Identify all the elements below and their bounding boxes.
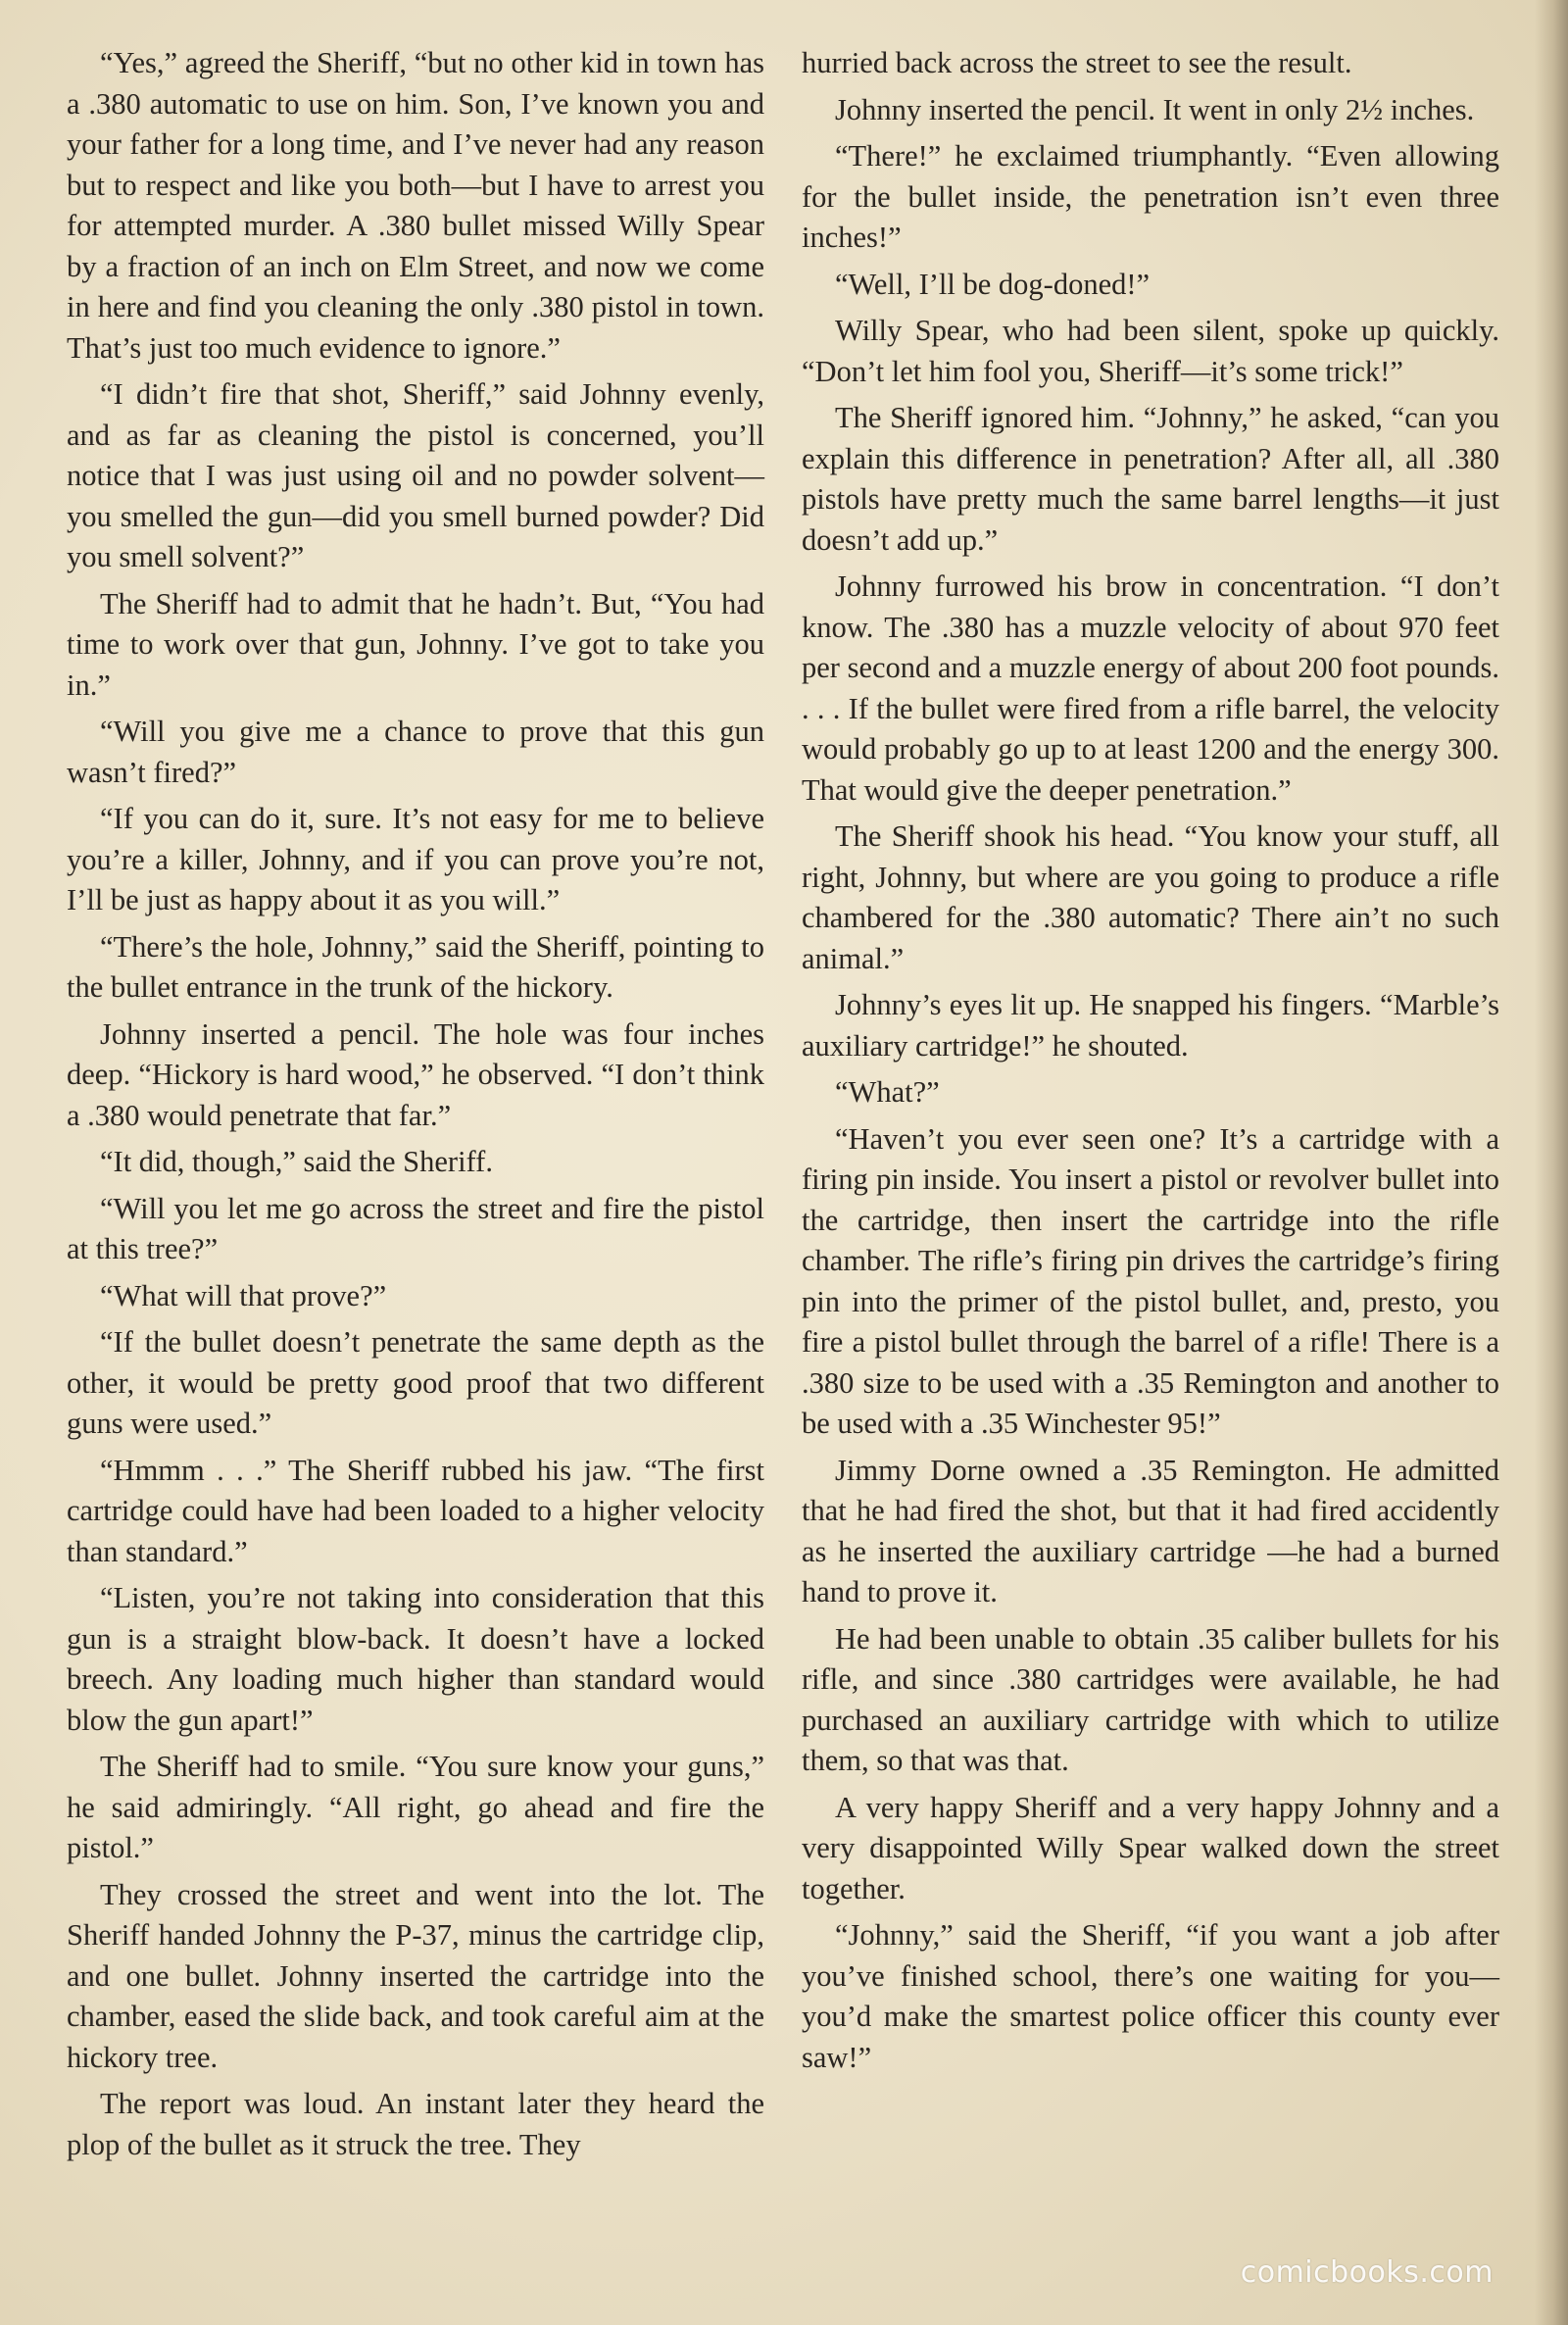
paragraph-continuation: hurried back across the street to see the result. bbox=[802, 46, 1352, 79]
paragraph: A very happy Sheriff and a very happy Johnny and a very disappointed Willy Spear walked down the street together. bbox=[802, 1790, 1499, 1905]
paragraph: Johnny’s eyes lit up. He snapped his fingers. “Marble’s auxiliary cartridge!” he shouted. bbox=[802, 988, 1499, 1063]
paragraph: The report was loud. An instant later they heard the plop of the bullet as it struck the tree. They bbox=[67, 2087, 764, 2161]
paragraph: “If you can do it, sure. It’s not easy for me to believe you’re a killer, Johnny, and if you can prove you’re not, I’ll be just as happy about it as you will.” bbox=[67, 802, 764, 916]
paragraph: He had been unable to obtain .35 caliber bullets for his rifle, and since .380 cartridges were available, he had purchased an auxiliary cartridge with which to utilize them, so that was that. bbox=[802, 1621, 1499, 1777]
paragraph: “Haven’t you ever seen one? It’s a cartridge with a firing pin inside. You insert a pistol or revolver bullet into the cartridge, then insert the cartridge into the rifle chamber. The rifle’s firing pin drives the cartridge’s firing pin into the primer of the pistol bullet, and, presto, you fire a pistol bullet through the barrel of a rifle! There is a .380 size to be used with a .35 Remington and another to be used with a .35 Winchester 95!” bbox=[802, 1121, 1499, 1440]
left-text-column bbox=[67, 43, 764, 2171]
paragraph: Johnny inserted the pencil. It went in only 2½ inches. bbox=[835, 92, 1475, 126]
paragraph: “Hmmm . . .” The Sheriff rubbed his jaw. “The first cartridge could have had been loaded to a higher velocity than standard.” bbox=[67, 1453, 764, 1568]
paragraph: “There’s the hole, Johnny,” said the Sheriff, pointing to the bullet entrance in the trunk of the hickory. bbox=[67, 929, 764, 1004]
paragraph: “Listen, you’re not taking into consideration that this gun is a straight blow-back. It doesn’t have a locked breech. Any loading much higher than standard would blow the gun apart!” bbox=[67, 1581, 764, 1737]
right-text-column bbox=[802, 43, 1499, 2084]
paragraph: “Well, I’ll be dog-doned!” bbox=[835, 267, 1151, 301]
paragraph: They crossed the street and went into the lot. The Sheriff handed Johnny the P-37, minus the cartridge clip, and one bullet. Johnny inserted the cartridge into the chamber, eased the slide back, and took careful aim at the hickory tree. bbox=[67, 1877, 764, 2074]
paragraph: “Johnny,” said the Sheriff, “if you want a job after you’ve finished school, there’s one waiting for you—you’d make the smartest police officer this county ever saw!” bbox=[802, 1918, 1499, 2074]
paragraph: “Yes,” agreed the Sheriff, “but no other kid in town has a .380 automatic to use on him. Son, I’ve known you and your father for a long time, and I’ve never had any reason but to respect and like you both—but I have to arrest you for attempted murder. A .380 bullet missed Willy Spear by a fraction of an inch on Elm Street, and now we come in here and find you cleaning the only .380 pistol in town. That’s just too much evidence to ignore.” bbox=[67, 46, 764, 365]
paragraph: The Sheriff shook his head. “You know your stuff, all right, Johnny, but where are you going to produce a rifle chambered for the .380 automatic? There ain’t no such animal.” bbox=[802, 819, 1499, 975]
paragraph: “Will you let me go across the street and fire the pistol at this tree?” bbox=[67, 1191, 764, 1265]
paragraph: The Sheriff had to admit that he hadn’t. But, “You had time to work over that gun, Johnny. I’ve got to take you in.” bbox=[67, 586, 764, 702]
paragraph: “There!” he exclaimed triumphantly. “Even allowing for the bullet inside, the penetration isn’t even three inches!” bbox=[802, 139, 1499, 254]
paragraph: “What?” bbox=[835, 1075, 940, 1109]
paragraph: “Will you give me a chance to prove that this gun wasn’t fired?” bbox=[67, 715, 764, 789]
paragraph: “If the bullet doesn’t penetrate the same depth as the other, it would be pretty good proof that two different guns were used.” bbox=[67, 1325, 764, 1440]
paragraph: Jimmy Dorne owned a .35 Remington. He admitted that he had fired the shot, but that it had fired accidently as he inserted the auxiliary cartridge —he had a burned hand to prove it. bbox=[802, 1453, 1499, 1608]
paragraph: Johnny furrowed his brow in concentration. “I don’t know. The .380 has a muzzle velocity of about 970 feet per second and a muzzle energy of about 200 foot pounds. . . . If the bullet were fired from a rifle barrel, the velocity would probably go up to at least 1200 and the energy 300. That would give the deeper penetration.” bbox=[802, 569, 1499, 807]
paragraph: “I didn’t fire that shot, Sheriff,” said Johnny evenly, and as far as cleaning the pistol is concerned, you’ll notice that I was just using oil and no powder solvent—you smelled the gun—did you smell burned powder? Did you smell solvent?” bbox=[67, 377, 764, 573]
paragraph: Johnny inserted a pencil. The hole was four inches deep. “Hickory is hard wood,” he observed. “I don’t think a .380 would penetrate that far.” bbox=[67, 1016, 764, 1132]
paragraph: The Sheriff ignored him. “Johnny,” he asked, “can you explain this difference in penetration? After all, all .380 pistols have pretty much the same barrel lengths—it just doesn’t add up.” bbox=[802, 401, 1499, 557]
paragraph: Willy Spear, who had been silent, spoke up quickly. “Don’t let him fool you, Sheriff—it’s some trick!” bbox=[802, 314, 1499, 388]
paragraph: The Sheriff had to smile. “You sure know your guns,” he said admiringly. “All right, go ahead and fire the pistol.” bbox=[67, 1750, 764, 1864]
paragraph: “It did, though,” said the Sheriff. bbox=[100, 1145, 493, 1178]
site-watermark: comicbooks.com bbox=[1240, 2255, 1494, 2290]
paragraph: “What will that prove?” bbox=[100, 1278, 387, 1312]
page-edge-shadow bbox=[1535, 0, 1568, 2325]
